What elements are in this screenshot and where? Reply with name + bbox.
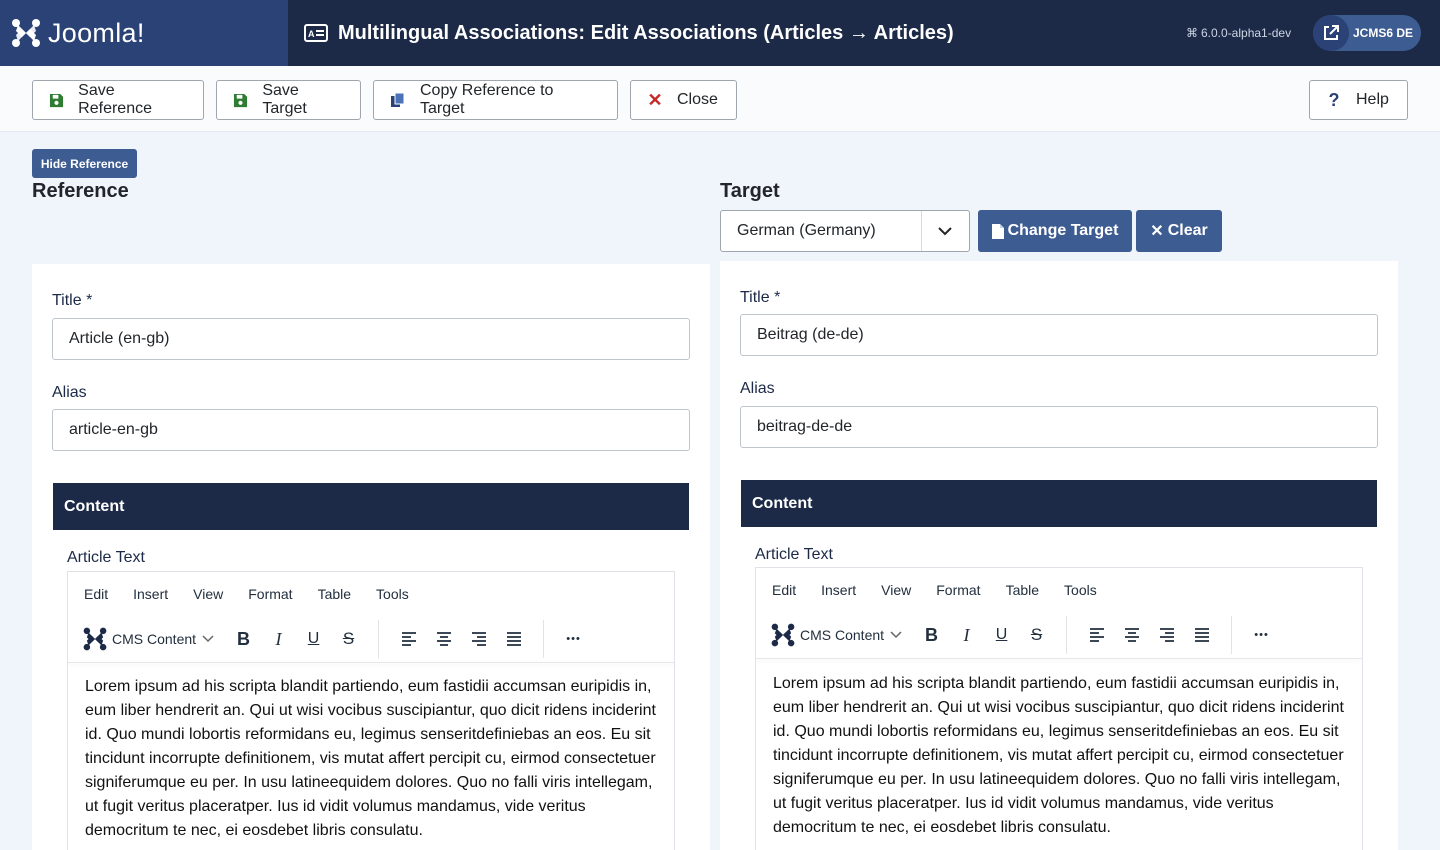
- version-text: 6.0.0-alpha1-dev: [1201, 26, 1292, 40]
- align-justify-icon[interactable]: [496, 624, 531, 654]
- id-card-icon: [304, 24, 328, 42]
- question-icon: ?: [1328, 89, 1340, 110]
- joomla-logo[interactable]: [0, 0, 288, 66]
- clear-x-icon: ✕: [1150, 223, 1164, 240]
- reference-article-text-label: Article Text: [67, 549, 145, 566]
- copy-icon: [390, 92, 406, 108]
- copy-reference-button[interactable]: [373, 80, 618, 120]
- cms-content-label: CMS Content: [800, 627, 885, 643]
- joomla-icon: [770, 622, 796, 648]
- target-title-input[interactable]: Beitrag (de-de): [740, 314, 1378, 356]
- clear-label: Clear: [1167, 222, 1208, 239]
- reference-heading: Reference: [32, 180, 129, 202]
- align-left-icon[interactable]: [1079, 620, 1114, 650]
- cms-content-dropdown[interactable]: [770, 612, 902, 658]
- text-line: Lorem ipsum ad his scripta blandit partiendo, eum fastidii accumsan euripidis in,: [85, 678, 652, 695]
- reference-title-input[interactable]: Article (en-gb): [52, 318, 690, 360]
- more-icon[interactable]: •••: [566, 633, 581, 645]
- target-language-select[interactable]: [720, 210, 970, 252]
- menu-tools[interactable]: Tools: [376, 586, 409, 602]
- target-content-tab[interactable]: Content: [741, 480, 1377, 527]
- italic-icon[interactable]: I: [963, 624, 970, 645]
- menu-view[interactable]: View: [881, 582, 912, 598]
- save-reference-button[interactable]: [32, 80, 204, 120]
- text-line: id. Quo mundi lobortis reformidans eu, legimus senseritdefiniebas an eos. Eu sit: [773, 723, 1339, 740]
- target-editor-content[interactable]: [773, 672, 1344, 840]
- menu-insert[interactable]: Insert: [821, 582, 857, 598]
- site-name: JCMS6 DE: [1353, 26, 1414, 40]
- bold-icon[interactable]: B: [237, 628, 251, 649]
- reference-alias-input[interactable]: article-en-gb: [52, 409, 690, 451]
- align-right-icon[interactable]: [461, 624, 496, 654]
- save-target-button[interactable]: [216, 80, 361, 120]
- menu-edit[interactable]: Edit: [772, 582, 797, 598]
- menu-insert[interactable]: Insert: [133, 586, 169, 602]
- cms-content-label: CMS Content: [112, 631, 197, 647]
- toolbar-divider: [1231, 616, 1232, 654]
- joomla-icon: [82, 626, 108, 652]
- close-icon: ✕: [647, 89, 663, 110]
- change-target-label: Change Target: [1007, 222, 1119, 239]
- hide-reference-button[interactable]: Hide Reference: [32, 149, 137, 178]
- align-left-icon[interactable]: [391, 624, 426, 654]
- view-site-button[interactable]: [1313, 15, 1421, 51]
- reference-panel: [32, 264, 710, 850]
- joomla-icon: [10, 17, 42, 49]
- target-panel: [720, 261, 1398, 850]
- underline-icon[interactable]: U: [307, 630, 320, 647]
- align-right-icon[interactable]: [1149, 620, 1184, 650]
- close-label: Close: [677, 91, 718, 108]
- text-line: eum liber hendrerit an. Qui ut wisi vocibus suscipiantur, quo dicit ridens inciderint: [773, 699, 1344, 716]
- menu-table[interactable]: Table: [1005, 582, 1040, 598]
- target-title-label: Title *: [740, 289, 781, 306]
- menu-tools[interactable]: Tools: [1064, 582, 1097, 598]
- target-editor: [755, 567, 1363, 850]
- chevron-down-icon: [202, 635, 214, 643]
- text-line: tincidunt incorrupte definitionem, vis mutat affert percipit cu, eirmod consectetuer: [85, 750, 656, 767]
- menu-view[interactable]: View: [193, 586, 224, 602]
- page-title-area: [304, 0, 954, 66]
- text-line: democritum te nec, ei eosdebet libris consulatu.: [773, 819, 1111, 836]
- align-center-icon[interactable]: [1114, 620, 1149, 650]
- text-line: ut fugit veritus placeratper. Ius id vidit volumus mandamus, vide veritus: [85, 798, 586, 815]
- target-alias-input[interactable]: beitrag-de-de: [740, 406, 1378, 448]
- toolbar-shadow: [756, 658, 1362, 659]
- text-line: signiferumque eu per. In usu latineequidem dolores. Quo no falli viris intellegam,: [773, 771, 1341, 788]
- svg-text:A: A: [308, 29, 315, 39]
- text-line: id. Quo mundi lobortis reformidans eu, legimus senseritdefiniebas an eos. Eu sit: [85, 726, 651, 743]
- text-line: ut fugit veritus placeratper. Ius id vidit volumus mandamus, vide veritus: [773, 795, 1274, 812]
- file-icon: [992, 224, 1004, 239]
- bold-icon[interactable]: B: [925, 624, 939, 645]
- underline-icon[interactable]: U: [995, 626, 1008, 643]
- menu-table[interactable]: Table: [317, 586, 352, 602]
- save-icon: [49, 92, 64, 108]
- help-button[interactable]: [1309, 80, 1408, 120]
- chevron-down-icon: [890, 631, 902, 639]
- toolbar-shadow: [68, 662, 674, 663]
- target-heading: Target: [720, 180, 780, 202]
- chevron-down-icon: [921, 211, 969, 251]
- text-line: signiferumque eu per. In usu latineequidem dolores. Quo no falli viris intellegam,: [85, 774, 653, 791]
- strikethrough-icon[interactable]: S: [342, 629, 355, 648]
- editor-toolbar: [68, 616, 591, 662]
- help-label: Help: [1356, 91, 1389, 108]
- clear-button[interactable]: [1136, 210, 1222, 252]
- target-language-value: German (Germany): [737, 222, 876, 239]
- toolbar-divider: [543, 620, 544, 658]
- editor-menubar: [68, 572, 430, 616]
- save-reference-label: Save Reference: [78, 82, 152, 117]
- brand-name: Joomla!: [48, 17, 145, 48]
- text-line: democritum te nec, ei eosdebet libris consulatu.: [85, 822, 423, 839]
- editor-toolbar: [756, 612, 1279, 658]
- editor-menubar: [756, 568, 1118, 612]
- strikethrough-icon[interactable]: S: [1030, 625, 1043, 644]
- text-line: tincidunt incorrupte definitionem, vis mutat affert percipit cu, eirmod consectetuer: [773, 747, 1344, 764]
- align-center-icon[interactable]: [426, 624, 461, 654]
- reference-editor: [67, 571, 675, 850]
- save-target-label: Save Target: [262, 82, 307, 117]
- toolbar-divider: [378, 620, 379, 658]
- reference-editor-content[interactable]: [85, 675, 656, 843]
- toolbar-divider: [1066, 616, 1067, 654]
- close-button[interactable]: [630, 80, 737, 120]
- italic-icon[interactable]: I: [275, 628, 282, 649]
- reference-content-tab[interactable]: Content: [53, 483, 689, 530]
- page-title: Multilingual Associations: Edit Associations (Articles → Articles): [338, 21, 954, 44]
- target-article-text-label: Article Text: [755, 546, 833, 563]
- cms-content-dropdown[interactable]: [82, 616, 214, 662]
- align-justify-icon[interactable]: [1184, 620, 1219, 650]
- reference-alias-label: Alias: [52, 384, 87, 401]
- more-icon[interactable]: •••: [1254, 629, 1269, 641]
- header-bar: [0, 0, 1440, 66]
- menu-edit[interactable]: Edit: [84, 586, 109, 602]
- external-link-icon: [1313, 15, 1349, 51]
- copy-reference-label: Copy Reference to Target: [420, 82, 554, 117]
- joomla-small-icon: ⌘: [1186, 26, 1198, 40]
- version-info: [1186, 26, 1291, 40]
- text-line: eum liber hendrerit an. Qui ut wisi vocibus suscipiantur, quo dicit ridens inciderint: [85, 702, 656, 719]
- reference-title-label: Title *: [52, 292, 93, 309]
- menu-format[interactable]: Format: [248, 586, 293, 602]
- save-icon: [233, 92, 248, 108]
- text-line: Lorem ipsum ad his scripta blandit partiendo, eum fastidii accumsan euripidis in,: [773, 675, 1340, 692]
- toolbar: [0, 66, 1440, 132]
- change-target-button[interactable]: [978, 210, 1132, 252]
- target-alias-label: Alias: [740, 380, 775, 397]
- menu-format[interactable]: Format: [936, 582, 981, 598]
